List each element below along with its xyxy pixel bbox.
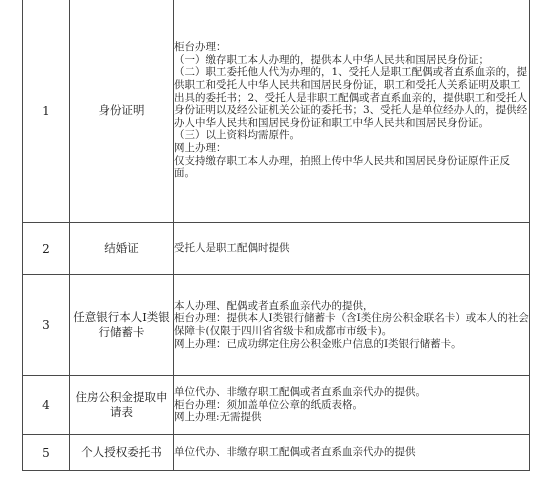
- row-number: 1: [23, 0, 70, 223]
- material-name: 身份证明: [70, 0, 174, 223]
- description-line: 网上办理：已成功绑定住房公积金账户信息的Ⅰ类银行储蓄卡。: [174, 337, 462, 350]
- row-number: 3: [23, 275, 70, 376]
- description-line: 网上办理：: [174, 141, 227, 154]
- material-name: 住房公积金提取申请表: [70, 376, 174, 435]
- row-number: 2: [23, 223, 70, 275]
- table-row: [23, 376, 530, 435]
- description-line: 单位代办、非缴存职工配偶或者直系血亲代办的提供。: [174, 386, 426, 399]
- table-row: [23, 275, 530, 376]
- description-line: （二）职工委托他人代为办理的，1、受托人是职工配偶或者直系血亲的，提供职工和受托人中华人民共和国居民身份证，职工和受托人关系证明及职工出具的委托书；2、受托人是非职工配偶或者直系血亲的，提供职工和受托人身份证明以及经公证机关公证的委托书；3、受托人是单位经办人的，提供经办人中华人民共和国居民身份证和职工中华人民共和国居民身份证。: [174, 66, 528, 129]
- description-line: 柜台办理：须加盖单位公章的纸质表格。: [174, 398, 363, 411]
- description-line: 柜台办理：: [174, 41, 227, 54]
- material-description: [174, 223, 530, 275]
- material-description: [174, 435, 530, 471]
- material-description: [174, 275, 530, 376]
- description-line: 网上办理:无需提供: [174, 411, 262, 424]
- material-name: 个人授权委托书: [70, 435, 174, 471]
- material-description: [174, 0, 530, 223]
- description-line: （三）以上资料均需原件。: [174, 129, 300, 142]
- row-number: 4: [23, 376, 70, 435]
- table-row: [23, 0, 530, 223]
- material-name: 结婚证: [70, 223, 174, 275]
- table-row: [23, 435, 530, 471]
- materials-table: [22, 0, 530, 471]
- description-line: （一）缴存职工本人办理的，提供本人中华人民共和国居民身份证；: [174, 53, 489, 66]
- description-line: 单位代办、非缴存职工配偶或者直系血亲代办的提供: [174, 446, 416, 459]
- material-name: 任意银行本人Ⅰ类银行储蓄卡: [70, 275, 174, 376]
- description-line: 受托人是职工配偶时提供: [174, 242, 290, 255]
- description-line: 柜台办理：提供本人Ⅰ类银行储蓄卡（含Ⅰ类住房公积金联名卡）或本人的社会保障卡(仅限于四川省省级卡和成都市市级卡)。: [174, 312, 529, 337]
- description-line: 仅支持缴存职工本人办理，拍照上传中华人民共和国居民身份证原件正反面。: [174, 154, 510, 180]
- material-description: [174, 376, 530, 435]
- table-row: [23, 223, 530, 275]
- description-line: 本人办理、配偶或者直系血亲代办的提供，: [174, 299, 374, 312]
- row-number: 5: [23, 435, 70, 471]
